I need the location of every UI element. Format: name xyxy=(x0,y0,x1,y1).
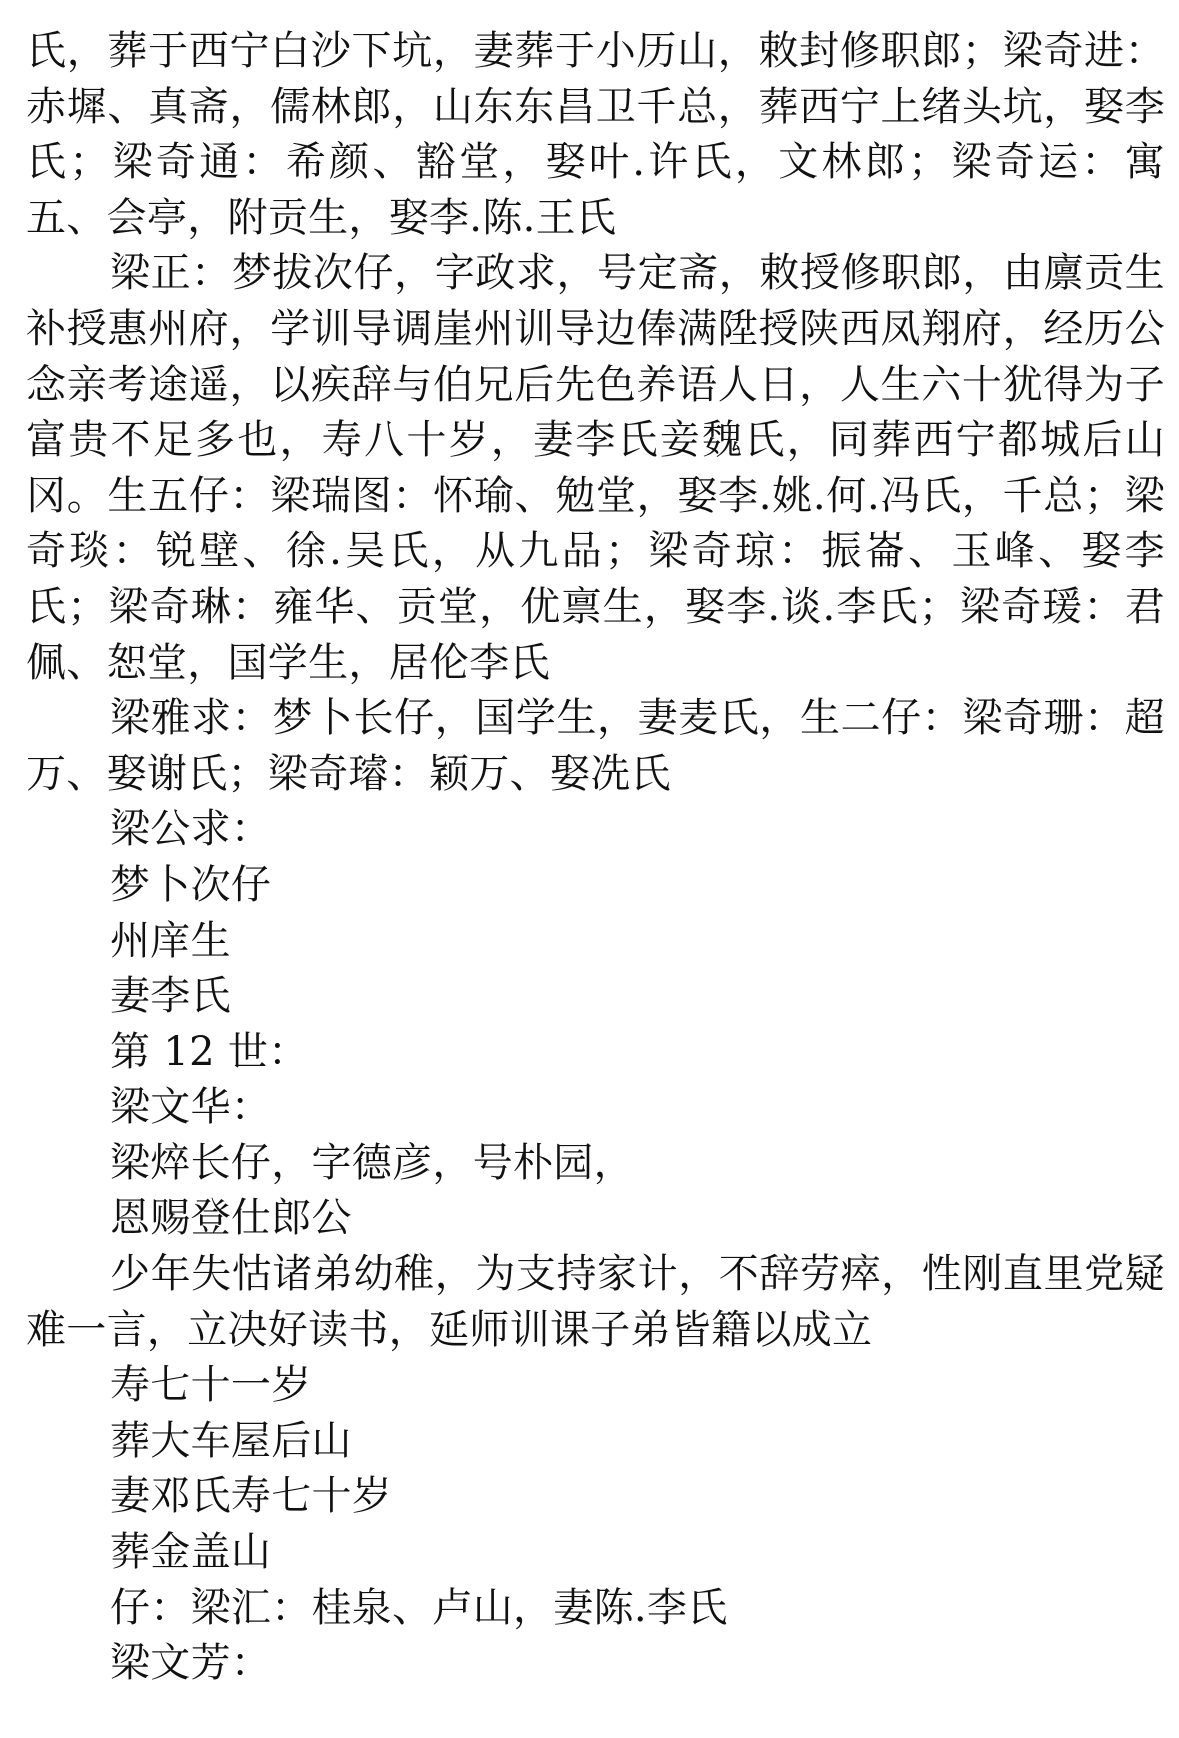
entry-liang-wenhua-wife: 妻邓氏寿七十岁 xyxy=(110,1473,393,1520)
entry-liang-wenfang-name: 梁文芳： xyxy=(110,1640,272,1687)
generation-heading-12: 第 12 世： xyxy=(110,1028,309,1075)
entry-liang-wenhua-son: 仔：梁汇：桂泉、卢山，妻陈.李氏 xyxy=(110,1584,728,1631)
entry-liang-wenhua-name: 梁文华： xyxy=(110,1084,272,1131)
paragraph-liang-zheng: 梁正：梦拔次仔，字政求，号定斋，敕授修职郎，由廪贡生补授惠州府，学训导调崖州训导边俸满陞授陕西凤翔府，经历公念亲考途遥，以疾辞与伯兄后先色养语人日，人生六十犹得为子富贵不足多也，寿八十岁，妻李氏妾魏氏，同葬西宁都城后山冈。生五仔：梁瑞图：怀瑜、勉堂，娶李.姚.何.冯氏，千总；梁奇琰：锐壁、徐.吴氏，从九品；梁奇琼：振崙、玉峰、娶李氏；梁奇琳：雍华、贡堂，优禀生，娶李.谈.李氏；梁奇瑗：君佩、恕堂，国学生，居伦李氏 xyxy=(26,250,1165,686)
paragraph-continued-sons-list: 氏，葬于西宁白沙下坑，妻葬于小历山，敕封修职郎；梁奇进：赤墀、真斋，儒林郎，山东东昌卫千总，葬西宁上绪头坑，娶李氏；梁奇通：希颜、豁堂，娶叶.许氏，文林郎；梁奇运：寓五、会亭，附贡生，娶李.陈.王氏 xyxy=(26,28,1165,241)
entry-liang-wenhua-age: 寿七十一岁 xyxy=(110,1362,312,1409)
entry-liang-gongqiu-name: 梁公求： xyxy=(110,806,272,853)
entry-liang-gongqiu-lineage: 梦卜次仔 xyxy=(110,861,272,908)
entry-liang-wenhua-biography: 少年失怙诸弟幼稚，为支持家计，不辞劳瘁，性刚直里党疑难一言，立决好读书，延师训课子弟皆籍以成立 xyxy=(26,1251,1165,1353)
entry-liang-gongqiu-title: 州庠生 xyxy=(110,917,231,964)
entry-liang-wenhua-wife-burial: 葬金盖山 xyxy=(110,1529,272,1576)
entry-liang-wenhua-burial: 葬大车屋后山 xyxy=(110,1417,352,1464)
entry-liang-wenhua-lineage: 梁焠长仔，字德彦，号朴园， xyxy=(110,1139,634,1186)
paragraph-liang-yaqiu: 梁雅求：梦卜长仔，国学生，妻麦氏，生二仔：梁奇珊：超万、娶谢氏；梁奇璿：颖万、娶冼氏 xyxy=(26,695,1165,797)
entry-liang-wenhua-honor: 恩赐登仕郎公 xyxy=(110,1195,352,1242)
entry-liang-gongqiu-wife: 妻李氏 xyxy=(110,973,231,1020)
